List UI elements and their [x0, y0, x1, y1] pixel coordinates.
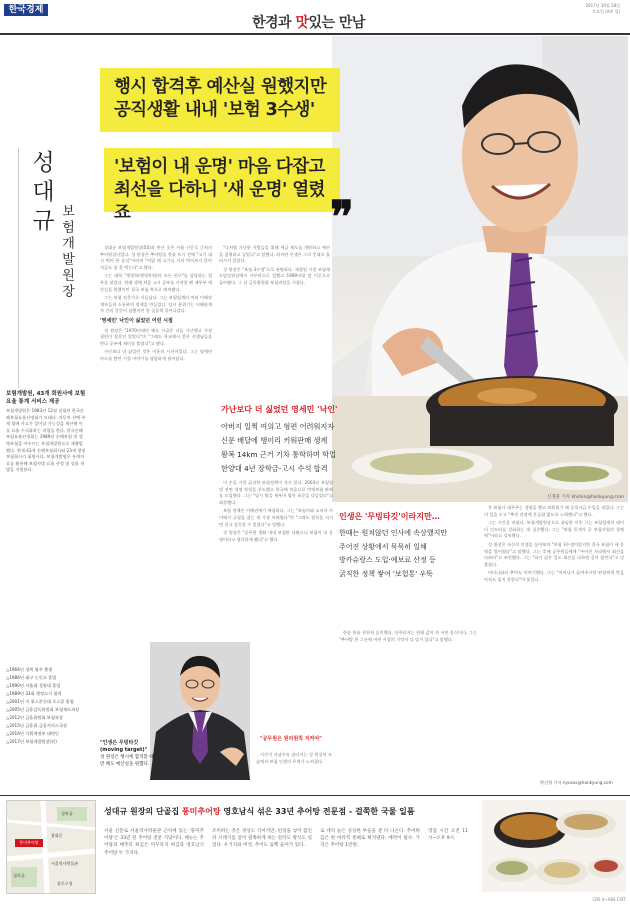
career-list: [6, 666, 86, 746]
issue-date: [586, 3, 621, 15]
career-item: △2005년 금융감독위원회 보험제도과장: [6, 707, 80, 712]
body-paragraph: 보험 정책은 이해관계가 복잡하다. 그는 "보험사와 소비자 사이에서 균형을 잡는 게 가장 어려웠다"며 "그래도 원칙을 지키면 결국 설득할 수 있었다"고 말했다.: [219, 508, 333, 527]
body-paragraph: 성 원장은 "공무원 생활 내내 보험만 다뤘으니 보험이 내 운명이라고 생각하게 됐다"고 했다.: [219, 530, 333, 542]
headline-line-3: '보험이 내 운명' 마음 다잡고: [114, 157, 325, 177]
body-paragraph: 성 원장은 "보험 3수생"으로 유명하다. 재경원 시절 보험제도담당관실에서 사무관으로 일했고 1990년대 말 이곳으로 돌아왔다. 그 뒤 금융위원회 보험과장을 거쳤다.: [219, 266, 330, 285]
date-line-1: 2017년 10월 28일: [585, 3, 620, 8]
subhead-1-line: 아버지 일찍 여의고 형편 어려워지자: [221, 422, 335, 431]
career-item: △1966년 경북 영주 출생: [6, 667, 53, 672]
main-photo-illustration: [332, 36, 628, 502]
subhead-1-line: 한양대 4년 장학금-고시 수석 합격: [221, 464, 328, 473]
career-item: △2017년 보험개발원장(현): [6, 739, 57, 744]
map-label: 종로구청: [57, 881, 73, 886]
restaurant-title: [104, 806, 504, 817]
restaurant-text-4: 영업 시간 오전 11시~오후 9시.: [428, 829, 468, 842]
map-label: 경희궁: [13, 873, 25, 878]
main-photo: [332, 36, 628, 502]
sidebar-body: 보험개발원은 1983년 12월 설립된 한국손해보험요율산정회가 모태다. 자동차 선택 주제 법에 사고가 일어날 가능성을 계산해 이를 요율 수식화하는 작업을 한다. 한국손해보험요율산정회는 1989년 손해보험 및 생명보험을 아우르는 보험개발원으로 재출범했다. 현재 43개 손해보험회사와 23개 생명보험회사가 회원사다. 보험개발원은 통계자료를 활용해 보험사별 요율 산정 및 상품 개발을 지원한다.: [6, 408, 86, 473]
sidebar-heading: 보험개발원, 43개 회원사에 보험요율 통계 서비스 제공: [6, 391, 86, 405]
quote-mark-icon: ❞: [330, 192, 354, 243]
headline-line-1: 행시 합격후 예산실 원했지만: [114, 77, 327, 97]
subhead-1-body: [221, 420, 341, 476]
inset-photo-illustration: [150, 642, 250, 780]
career-item: △1989년 33회 행정고시 합격: [6, 691, 62, 696]
body-column-2: [219, 245, 330, 395]
inset-caption-quote: "공무원은 원리원칙 지켜야": [260, 736, 322, 742]
subhead-2-line: 방카슈랑스 도입·예보료 산정 등: [339, 556, 436, 564]
restaurant-map: [6, 800, 96, 894]
subhead-2-line: 주어진 상황에서 묵묵히 일해: [339, 542, 427, 551]
person-name: 성대규: [28, 150, 54, 237]
subhead-1-line: 왕복 14km 근거 기차 통학하며 학업: [221, 450, 337, 459]
body-column-4: [339, 630, 477, 730]
career-item: △2001년 미 위스콘신대 로스쿨 졸업: [6, 699, 74, 704]
body-paragraph: 성대규 보험개발원장(50)과 만난 곳은 서울 신문로 근처의 추어탕집이었다. 성 원장은 추어탕을 한술 뜨기 전에 "고기 대신 먹어 본 음식"이라며 "어릴 때 고기를 거의 먹어보지 않아 지금도 잘 못 먹는다"고 했다.: [100, 245, 212, 270]
inset-photo: [150, 642, 250, 780]
subhead-2-line: 굵직한 정책 쌓여 '보험통' 우뚝: [339, 569, 433, 578]
map-restaurant-marker: 풍미추어탕: [15, 839, 43, 847]
body-paragraph: 성 원장은 "1970년대만 해도 시골은 다들 가난했고 가정 형편이 잘살진 않았다"며 "그래도 학교에서 좋은 선생님들을 만나 공부에 재미를 붙였다"고 했다.: [100, 327, 212, 346]
food-photo-illustration: [482, 800, 626, 892]
restaurant-text-2: 조미하는 것은 경상도 식이지만, 된장을 넣어 끓인 뒤 시래기를 넣어 걸쭉하게 하는 전라도 방식도 섞었다. 우거지와 버섯, 추어도 듬뿍 들어가 있다.: [212, 829, 312, 849]
career-item: △1986년 대구 능인고 졸업: [6, 675, 57, 680]
subhead-2-line: 한때는 원치않던 인사에 속상했지만: [339, 529, 448, 537]
inset-caption: [100, 740, 156, 768]
body-paragraph: "나처럼 가난한 사람들을 위해 세금 제도를 개편하고 예산을 집행하고 싶었다"고 말했다. 하지만 인생은 그의 뜻대로 흘러가지 않았다.: [219, 245, 330, 264]
career-item: △2016년 기획재정부 대변인: [6, 731, 59, 736]
restaurant-text-1: 서울 신문로 서울역사박물관 근처에 있는 '풍미추어탕'은 33년 된 추어탕 전문 식당이다. 메뉴는 추어탕과 메추리 튀김은 미꾸라지 튀김과 영호남식 추어탕 두 가지다.: [104, 829, 204, 856]
inset-caption-title: "인생은 무빙타깃(moving target)": [100, 740, 148, 753]
restaurant-title-a: 성대규 원장의 단골집: [104, 807, 182, 816]
body-paragraph: 성 원장은 자신의 인생을 돌아보며 "보험 3수생이었지만 결국 보험이 새 운명을 열어줬다"고 말했다. 그는 후배 공무원들에게 "주어진 자리에서 최선을 다하라"고 조언했다. 그는 "하기 싫은 일도 최선을 다하면 길이 열린다"고 덧붙였다.: [484, 541, 624, 567]
subhead-2-body: [339, 527, 479, 581]
body-paragraph: 후 보험사 대주주는 경영을 했고 외환위기 때 공적자금 투입을 겪었다. 그는 이 일을 두고 "추진 과정에 흔들림 없도록 노력했다"고 했다.: [484, 505, 624, 517]
body-column-5: [484, 505, 624, 805]
subhead-2-title: 인생은 '무빙타깃'이라지만…: [339, 512, 440, 521]
subhead-1-title: 가난보다 더 싫었던 영세민 '낙인': [221, 405, 338, 414]
body-paragraph: 가난보다 더 싫었던 것은 이웃의 시선이었다. 그는 영세민 카드를 받던 시절 이야기를 담담하게 털어놨다.: [100, 349, 212, 361]
body-paragraph: 한솥 한술 천천히 음미했다. 미꾸라지는 원래 값이 싼 서민 음식이다. 그는 "추어탕 한 그릇에 어린 시절의 기억이 다 담겨 있다"고 말했다.: [339, 630, 477, 642]
page-id: CBS 4~AB4.CIXT: [592, 897, 626, 902]
person-title: 보험개발원장: [59, 204, 74, 300]
map-label: 서울역사박물관: [51, 861, 79, 866]
body-paragraph: 그는 보험 전문가로 거듭났다. 그는 보험업계의 여러 이해관계자들과 소통하며 정책을 만들었다. 당시 분위기는 이해관계자 간의 갈등이 심했지만 한 걸음씩 풀어나갔다.: [100, 295, 212, 314]
body-paragraph: 그는 대학 "행정학(행정학원)의 모든 연구"를 담당하는 업무를 맡았다. 원래 생애 처음 고시 공부를 시작할 땐 재무부 예산실을 원했지만 결국 보험 쪽으로 배치됐다.: [100, 273, 212, 292]
headline-block-2: [104, 148, 340, 223]
subhead-1-line: 신문 배달에 땡이리 키워판매 생계: [221, 436, 328, 445]
inset-caption-body: 성 원장은 행시에 합격할 때만 해도 예산실을 원했다.: [100, 755, 154, 767]
body-subheading: '영세민' 낙인이 싫었던 어린 시절: [100, 317, 173, 324]
map-roads: [7, 801, 95, 893]
photo-credit: 신경훈 기자 khshin@hankyung.com: [546, 495, 624, 500]
series-title-b: 있는 만남: [308, 15, 365, 31]
career-item: △2015년 금융위 금융서비스국장: [6, 723, 68, 728]
newspaper-logo: 한국경제: [4, 4, 48, 16]
footer-rule: [0, 795, 630, 796]
headline-block-1: [100, 68, 340, 132]
career-item: △2012년 금융위원회 보험과장: [6, 715, 63, 720]
top-rule: [0, 33, 630, 35]
series-title-a: 한경과: [252, 15, 296, 31]
body-paragraph: 시간이 지남수록 달라지는 성 원장의 모습에서 보험 인생의 무게가 느껴졌다.: [256, 752, 332, 764]
map-label: 경복궁: [61, 811, 73, 816]
restaurant-text-3: 로 데치 늘은 싱싱한 부들을 곁 다 나온다. 추어튀김은 한 마리씩 통째로 튀겨낸다. 예약이 필수. 가격은 추어탕 1만원.: [320, 829, 420, 849]
body-column-1: [100, 245, 212, 645]
headline-line-2: 공직생활 내내 '보험 3수생': [114, 100, 315, 120]
headline-line-4: 최선을 다하니 '새 운명' 열렸죠: [114, 180, 325, 223]
food-photo: [482, 800, 626, 892]
restaurant-name: 풍미추어탕: [181, 807, 221, 816]
date-line-2: 토요일 (A면 입): [592, 9, 620, 14]
body-paragraph: 이 손을 거친 굵직한 보험정책이 적지 않다. 2003년 보험업법 전면 개정 작업을 주도했고 한국에 처음으로 변액보험 판매를 도입했다. 그는 "당시 밤을 새우며 법안 조문을 다듬었다"고 회상했다.: [219, 480, 333, 505]
series-title: [252, 12, 365, 32]
body-paragraph: 그는 시간을 바꿨다. 보험개발원장으로 취임한 이후 그는 보험업계의 데이터 인프라를 강화하는 데 집중했다. 그는 "보험 통계가 곧 보험산업의 경쟁력"이라고 강조했다.: [484, 520, 624, 539]
series-title-highlight: 맛: [295, 15, 309, 31]
career-item: △1990년 서울대 경영대 졸업: [6, 683, 61, 688]
body-paragraph: 어머니와의 추억도 이야기했다. 그는 "어머니가 끓여주시던 된장찌개 맛을 아직도 잊지 못한다"며 웃었다.: [484, 570, 624, 582]
body-column-7: [256, 752, 332, 788]
map-label: 광화문: [51, 833, 63, 838]
byline: 박신영 기자 nyusos@hankyung.com: [540, 780, 613, 785]
restaurant-title-b: 영호남식 섞은 33년 추어탕 전문점 - 걸쭉한 국물 일품: [220, 807, 415, 816]
